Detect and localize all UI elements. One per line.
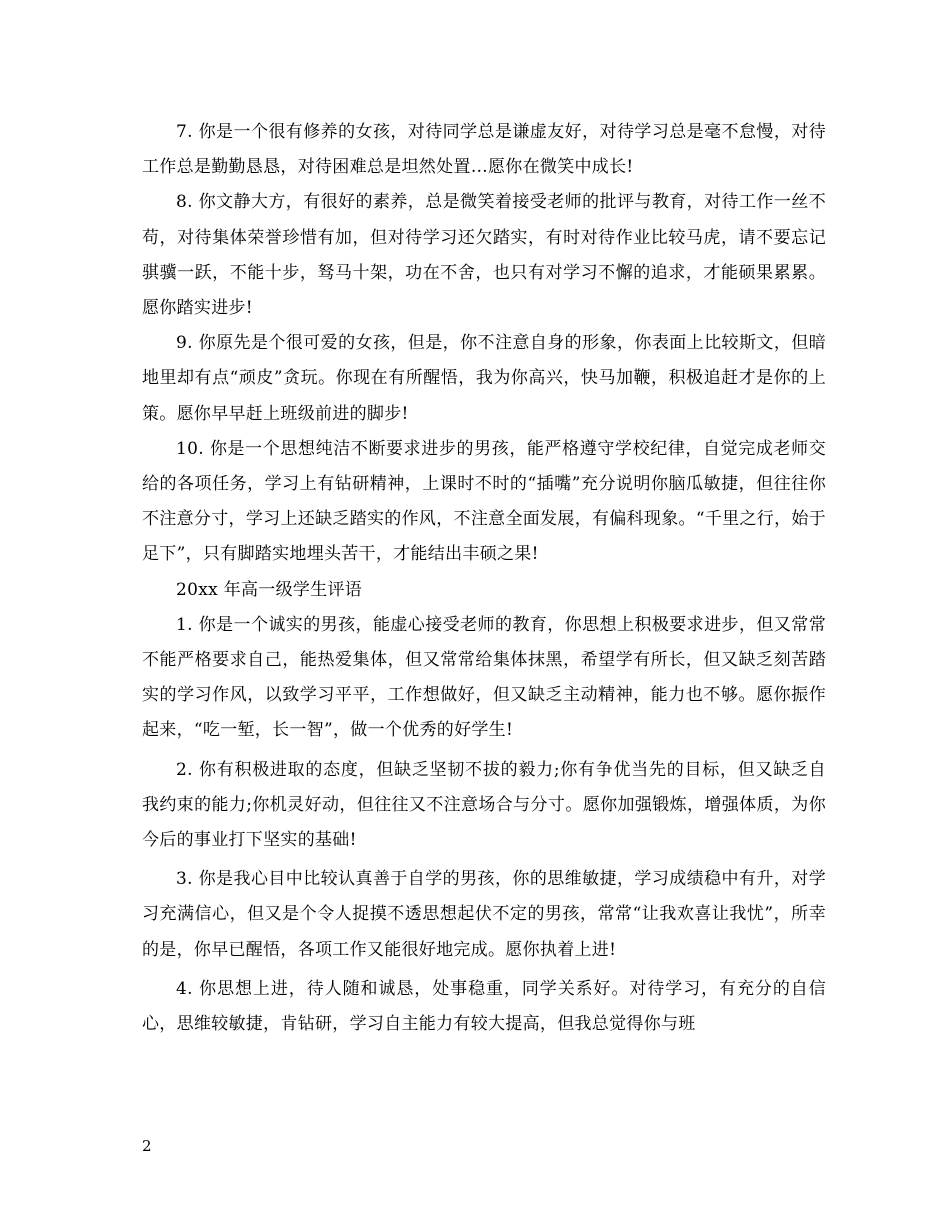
comment-paragraph-8: 8. 你文静大方，有很好的素养，总是微笑着接受老师的批评与教育，对待工作一丝不苟，对待集体荣誉珍惜有加，但对待学习还欠踏实，有时对待作业比较马虎，请不要忘记骐骥一跃，不能十步，驽马十架，功在不舍，也只有对学习不懈的追求，才能硕果累累。愿你踏实进步!	[142, 192, 826, 319]
page-number: 2	[142, 1137, 152, 1155]
section-comment-4: 4. 你思想上进，待人随和诚恳，处事稳重，同学关系好。对待学习，有充分的自信心，思维较敏捷，肯钻研，学习自主能力有较大提高，但我总觉得你与班	[142, 978, 826, 1035]
comment-paragraph-9: 9. 你原先是个很可爱的女孩，但是，你不注意自身的形象，你表面上比较斯文，但暗地里却有点“顽皮”贪玩。你现在有所醒悟，我为你高兴，快马加鞭，积极追赶才是你的上策。愿你早早赶上班级前进的脚步!	[142, 333, 826, 424]
section-comment-1: 1. 你是一个诚实的男孩，能虚心接受老师的教育，你思想上积极要求进步，但又常常不能严格要求自己，能热爱集体，但又常常给集体抹黑，希望学有所长，但又缺乏刻苦踏实的学习作风，以致学习平平，工作想做好，但又缺乏主动精神，能力也不够。愿你振作起来，“吃一堑，长一智”，做一个优秀的好学生!	[142, 614, 826, 741]
comment-paragraph-7: 7. 你是一个很有修养的女孩，对待同学总是谦虚友好，对待学习总是毫不怠慢，对待工作总是勤勤恳恳，对待困难总是坦然处置…愿你在微笑中成长!	[142, 122, 826, 178]
comment-paragraph-10: 10. 你是一个思想纯洁不断要求进步的男孩，能严格遵守学校纪律，自觉完成老师交给的各项任务，学习上有钻研精神，上课时不时的“插嘴”充分说明你脑瓜敏捷，但往往你不注意分寸，学习上还缺乏踏实的作风，不注意全面发展，有偏科现象。“千里之行，始于足下”，只有脚踏实地埋头苦干，才能结出丰硕之果!	[142, 438, 826, 565]
section-title: 20xx 年高一级学生评语	[176, 579, 363, 600]
document-body	[142, 115, 826, 1042]
section-comment-2: 2. 你有积极进取的态度，但缺乏坚韧不拔的毅力;你有争优当先的目标，但又缺乏自我约束的能力;你机灵好动，但往往又不注意场合与分寸。愿你加强锻炼，增强体质，为你今后的事业打下坚实的基础!	[142, 759, 826, 851]
section-comment-3: 3. 你是我心目中比较认真善于自学的男孩，你的思维敏捷，学习成绩稳中有升，对学习充满信心，但又是个令人捉摸不透思想起伏不定的男孩，常常“让我欢喜让我忧”，所幸的是，你早已醒悟，各项工作又能很好地完成。愿你执着上进!	[142, 869, 826, 960]
